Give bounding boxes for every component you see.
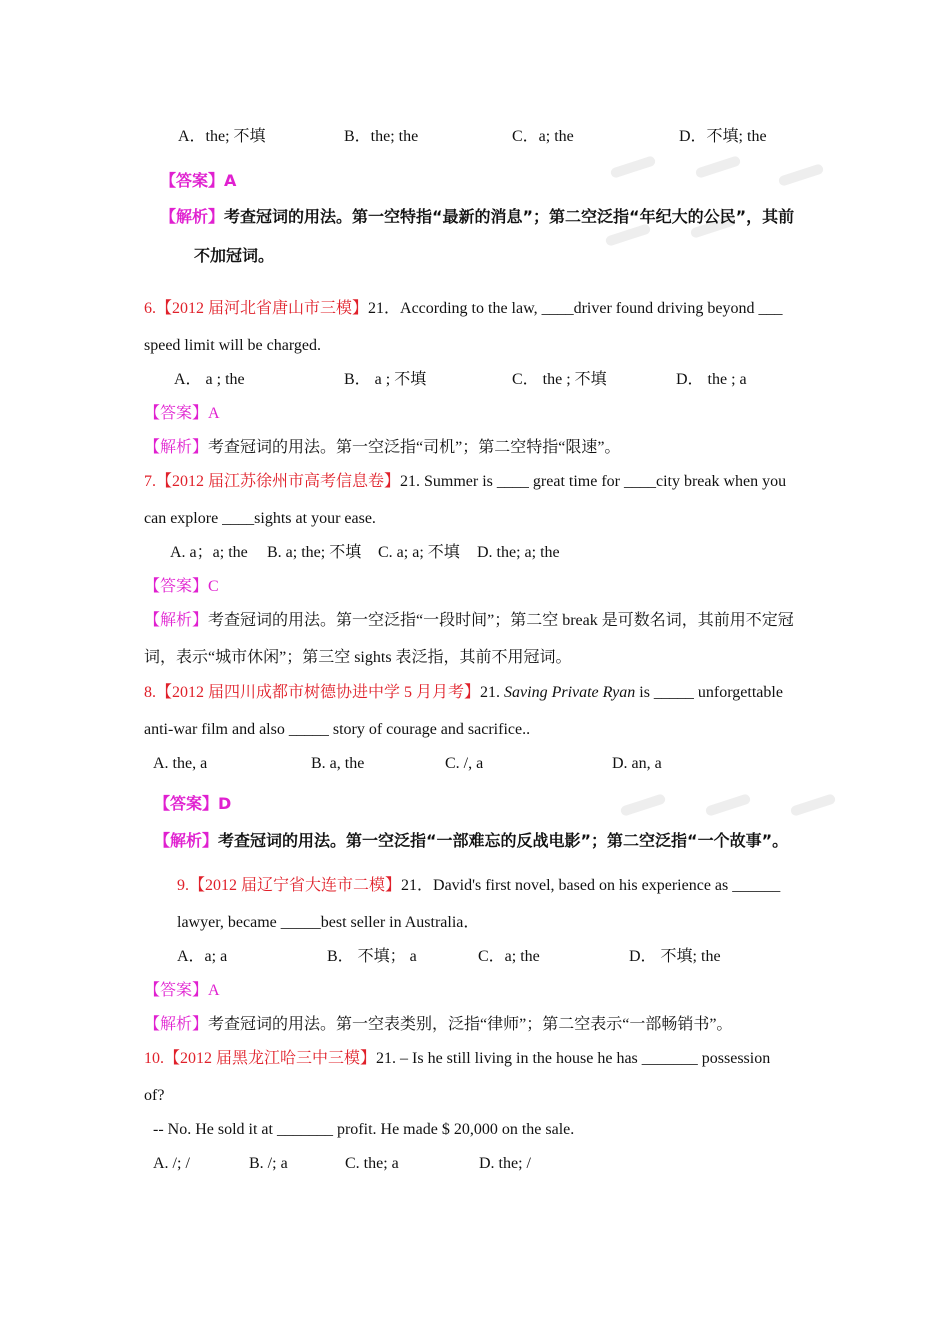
answer-tag: 【答案】 [144,578,209,595]
question-stem [144,683,783,703]
analysis-line [144,1015,732,1035]
option-c: C. /, a [445,755,484,772]
watermark-mark [705,793,752,817]
option-a: A. the, a [153,755,208,772]
option-b: B. a; the; 不填 [267,544,362,561]
answer-tag: 【答案】 [154,794,219,813]
option-b: B. a, the [311,755,365,772]
option-d: D. the; / [479,1155,531,1172]
question-source: 【2012 届黑龙江哈三中三模】 [164,1050,377,1067]
answer-tag: 【答案】 [144,982,209,999]
option-c: C. a; a; 不填 [378,544,460,561]
option-d: D. the; a; the [477,544,560,561]
analysis-line-2: 不加冠词。 [194,246,275,265]
question-source: 【2012 届四川成都市树德协进中学 5 月月考】 [156,684,481,701]
answer-value: C [208,578,219,595]
question-source: 【2012 届辽宁省大连市二模】 [189,877,402,894]
question-stem-2: speed limit will be charged. [144,337,321,354]
option-b: B. /; a [249,1155,288,1172]
option-a: A. /; / [153,1155,190,1172]
answer-value: D [218,794,232,813]
analysis-tag: 【解析】 [144,439,209,456]
analysis-text: 考查冠词的用法。第一空泛指“一部难忘的反战电影”；第二空泛指“一个故事”。 [218,831,789,850]
question-text-post: is _____ unforgettable [635,684,783,701]
option-d: D．不填; the [679,128,767,145]
answer-line [144,981,220,1001]
question-stem-2: lawyer, became _____best seller in Australia． [177,914,480,931]
option-c: C．a; the [478,948,540,965]
analysis-text: 考查冠词的用法。第一空泛指“司机”；第二空特指“限速”。 [208,439,621,456]
watermark-mark [790,793,837,817]
question-number: 8. [144,684,156,701]
answer-line [144,577,219,597]
film-title: Saving Private Ryan [504,684,636,701]
watermark-mark [610,155,657,179]
question-stem [144,1049,770,1069]
watermark-mark [620,793,667,817]
answer-line [154,794,231,814]
analysis-tag: 【解析】 [154,831,219,850]
option-d: D． the ; a [676,371,747,388]
analysis-text: 考查冠词的用法。第一空泛指“一段时间”；第二空 break 是可数名词，其前用不定冠 [208,612,794,629]
answer-value: A [208,405,220,422]
option-a: A． a ; the [174,371,245,388]
question-stem-2: of? [144,1087,165,1104]
answer-value: A [224,171,237,190]
option-c: C. the; a [345,1155,399,1172]
question-text: 21. – Is he still living in the house he has _______ possession [376,1050,771,1067]
option-b: B． a ; 不填 [344,371,427,388]
option-a: A．the; 不填 [178,128,266,145]
analysis-line [144,438,620,458]
question-text: 21. Summer is ____ great time for ____city break when you [400,473,787,490]
analysis-line [154,831,788,851]
answer-tag: 【答案】 [160,171,225,190]
question-stem [144,472,786,492]
answer-line [144,404,220,424]
option-d: D． 不填; the [629,948,721,965]
option-b: B． 不填； a [327,948,417,965]
option-a: A．a; a [177,948,228,965]
analysis-line [144,611,794,631]
analysis-tag: 【解析】 [144,1016,209,1033]
answer-tag: 【答案】 [144,405,209,422]
question-text: 21．David's first novel, based on his experience as ______ [401,877,781,894]
analysis-line [160,207,794,227]
option-c: C．a; the [512,128,574,145]
question-text-pre: 21. [480,684,505,701]
analysis-text: 考查冠词的用法。第一空表类别，泛指“律师”；第二空表示“一部畅销书”。 [208,1016,733,1033]
option-c: C． the ; 不填 [512,371,607,388]
option-d: D. an, a [612,755,662,772]
answer-line [160,171,236,191]
question-number: 7. [144,473,156,490]
question-source: 【2012 届江苏徐州市高考信息卷】 [156,473,401,490]
watermark-mark [695,155,742,179]
question-stem [144,299,782,319]
question-stem-3: -- No. He sold it at _______ profit. He made $ 20,000 on the sale. [153,1121,575,1138]
question-source: 【2012 届河北省唐山市三模】 [156,300,369,317]
answer-value: A [208,982,220,999]
analysis-tag: 【解析】 [144,612,209,629]
analysis-line-2: 词，表示“城市休闲”；第三空 sights 表泛指，其前不用冠词。 [144,649,572,666]
question-stem-2: anti-war film and also _____ story of courage and sacrifice.. [144,721,531,738]
watermark-mark [778,163,825,187]
question-number: 10. [144,1050,164,1067]
question-stem-2: can explore ____sights at your ease. [144,510,376,527]
question-number: 9. [177,877,189,894]
question-number: 6. [144,300,156,317]
option-a: A. a；a; the [170,544,248,561]
question-text: 21．According to the law, ____driver found driving beyond ___ [368,300,783,317]
analysis-text: 考查冠词的用法。第一空特指“最新的消息”；第二空泛指“年纪大的公民”，其前 [224,207,795,226]
question-stem [177,876,780,896]
analysis-tag: 【解析】 [160,207,225,226]
option-b: B．the; the [344,128,419,145]
